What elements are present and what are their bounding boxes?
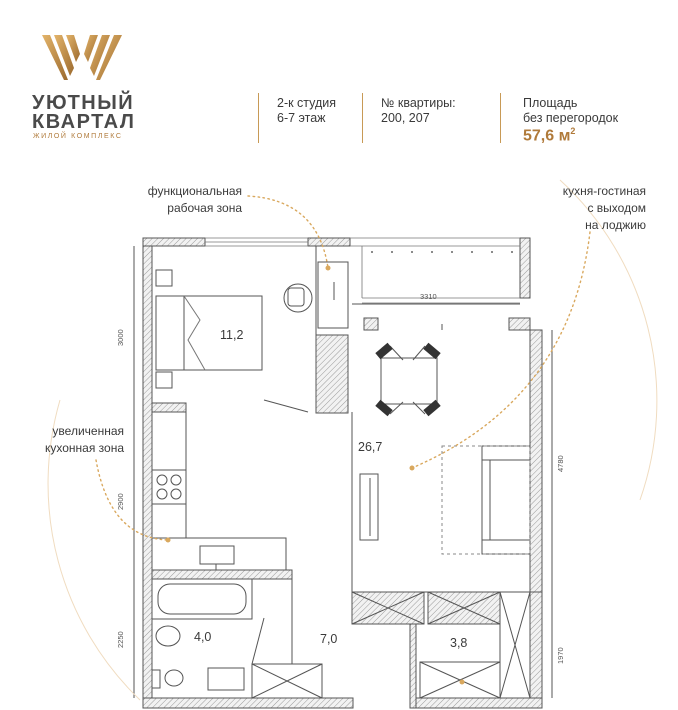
dimension-3000: 3000: [116, 329, 125, 346]
note-kitchen-living-line2: с выходом: [587, 201, 646, 215]
area-label-line1: Площадь: [523, 96, 578, 110]
brand-name-line1: УЮТНЫЙ: [32, 92, 135, 114]
dimension-1970: 1970: [556, 647, 565, 664]
note-big-kitchen-line2: кухонная зона: [44, 441, 124, 455]
room-area-storage: 3,8: [450, 636, 468, 650]
room-area-bathroom: 4,0: [194, 630, 212, 644]
apartment-type: [277, 96, 336, 126]
apartment-number-value: 200, 207: [381, 111, 430, 125]
header-separator: [500, 93, 501, 143]
dimension-3310: 3310: [420, 292, 437, 301]
area-value: [523, 126, 575, 145]
dimension-2900: 2900: [116, 493, 125, 510]
brand-subtitle: ЖИЛОЙ КОМПЛЕКС: [33, 133, 123, 140]
office-chair: [284, 284, 312, 312]
area-value-number: 57,6 м: [523, 127, 571, 145]
loggia-dots: [371, 251, 513, 253]
note-kitchen-living-line3: на лоджию: [585, 218, 646, 232]
room-area-hall: 7,0: [320, 632, 338, 646]
bed: [156, 270, 262, 388]
brand-name-line2: КВАРТАЛ: [32, 111, 136, 133]
dimension-4780: 4780: [556, 455, 565, 472]
room-area-living: 26,7: [358, 440, 383, 454]
floor-range: 6-7 этаж: [277, 111, 326, 125]
area-label-line2: без перегородок: [523, 111, 619, 125]
note-big-kitchen-line1: увеличенная: [52, 424, 124, 438]
apartment-type-line1: 2-к студия: [277, 96, 337, 110]
dimension-2250: 2250: [116, 631, 125, 648]
note-big-kitchen: [20, 423, 124, 457]
room-area-bedroom: 11,2: [220, 328, 244, 342]
note-kitchen-living: [520, 183, 646, 234]
logo-mark: [42, 35, 122, 80]
apartment-numbers: [381, 96, 456, 126]
header-separator: [258, 93, 259, 143]
apartment-number-label: № квартиры:: [381, 96, 456, 110]
note-work-zone-line2: рабочая зона: [167, 201, 242, 215]
header-separator: [362, 93, 363, 143]
note-kitchen-living-line1: кухня-гостиная: [562, 184, 646, 198]
windows: [205, 238, 520, 303]
area-unit-superscript: 2: [570, 126, 576, 136]
area-label: [523, 96, 618, 126]
note-work-zone-line1: функциональная: [147, 184, 242, 198]
note-work-zone: [120, 183, 242, 217]
